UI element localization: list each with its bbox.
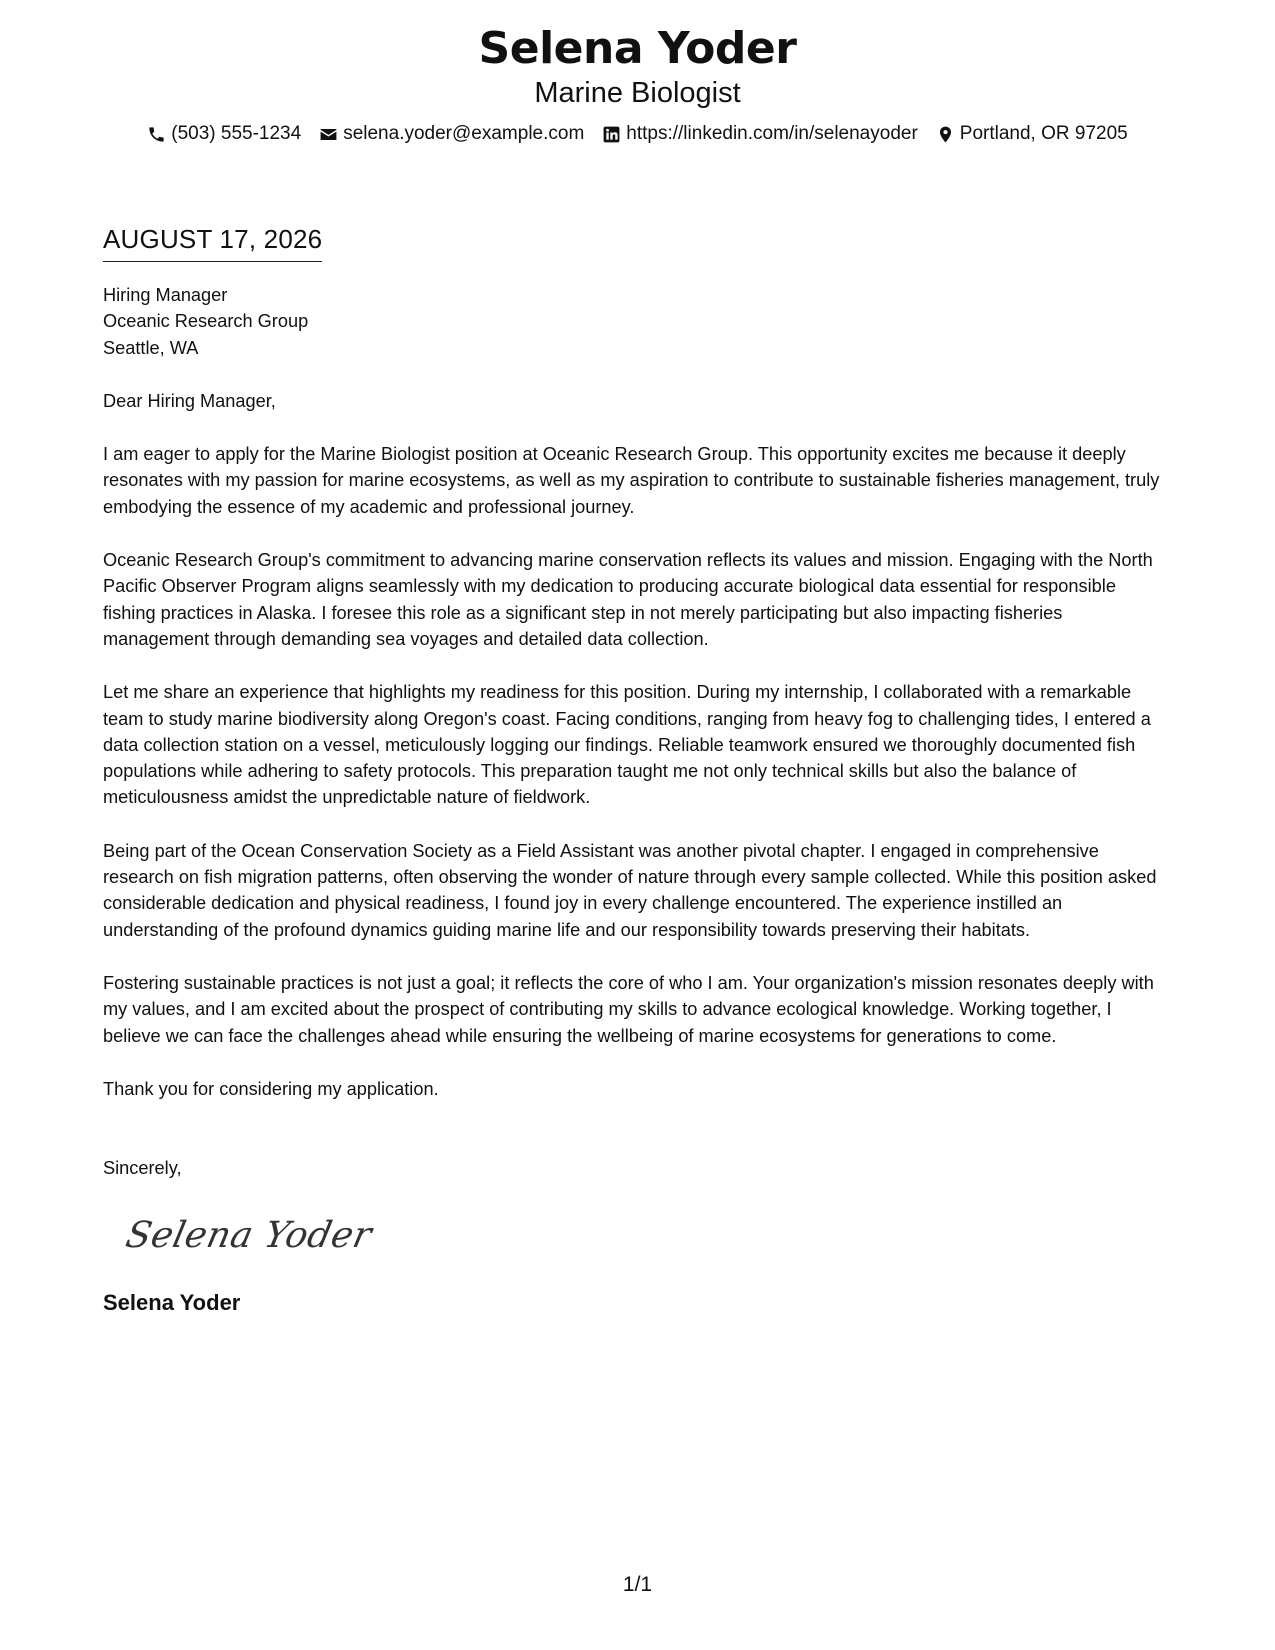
contact-location-text: Portland, OR 97205 [959,123,1128,144]
applicant-title: Marine Biologist [534,77,741,109]
contact-phone [147,121,301,147]
envelope-icon [319,125,338,144]
body-paragraph: Thank you for considering my application. [103,1078,439,1099]
closing: Sincerely, [103,1158,182,1179]
signature-text: Selena Yoder [122,1213,376,1257]
body-paragraph: Being part of the Ocean Conservation Society as a Field Assistant was another pivotal chapter. I engaged in comprehensive research on fish migration patterns, often observing the wonder of nature through every sample collected. While this position asked considerable dedication and physical readiness, I found joy in every challenge encountered. The experience instilled an understanding of the profound dynamics guiding marine life and our responsibility towards preserving their habitats. [103,840,1157,940]
body-paragraph: Fostering sustainable practices is not just a goal; it reflects the core of who I am. Your organization's mission resonates deeply with my values, and I am excited about the prospect of contributing my skills to advance ecological knowledge. Working together, I believe we can face the challenges ahead while ensuring the wellbeing of marine ecosystems for generations to come. [103,972,1154,1046]
page-number: 1/1 [622,1573,653,1596]
letter-body [103,222,1173,1317]
contact-email-text: selena.yoder@example.com [343,123,585,144]
letter-date: AUGUST 17, 2026 [103,222,322,262]
body-paragraph: I am eager to apply for the Marine Biologist position at Oceanic Research Group. This opportunity excites me because it deeply resonates with my passion for marine ecosystems, as well as my aspiration to contribute to sustainable fisheries management, truly embodying the essence of my academic and professional journey. [103,444,1160,517]
contact-linkedin[interactable] [602,121,918,147]
body-paragraph: Let me share an experience that highlights my readiness for this position. During my internship, I collaborated with a remarkable team to study marine biodiversity along Oregon's coast. Facing conditions, ranging from heavy fog to challenging tides, I entered a data collection station on a vessel, meticulously logging our findings. Reliable teamwork ensured we thoroughly documented fish populations while adhering to safety protocols. This preparation taught me not only technical skills but also the balance of meticulousness amidst the unpredictable nature of fieldwork. [103,682,1151,808]
contact-linkedin-text: https://linkedin.com/in/selenayoder [626,123,918,144]
handwritten-signature [122,1205,376,1265]
applicant-name: Selena Yoder [478,23,797,74]
signer-name: Selena Yoder [103,1290,241,1316]
map-pin-icon [936,125,955,144]
linkedin-icon [602,125,621,144]
contact-location [936,121,1128,147]
contact-email[interactable] [319,121,584,147]
contact-phone-text: (503) 555-1234 [171,123,302,144]
recipient-line: Seattle, WA [103,337,199,358]
phone-icon [147,125,166,144]
contact-info [0,121,1275,147]
recipient-block [103,282,1173,361]
letter-header [0,22,1275,147]
recipient-line: Oceanic Research Group [103,311,309,332]
recipient-line: Hiring Manager [103,285,228,305]
salutation: Dear Hiring Manager, [103,390,276,411]
body-paragraph: Oceanic Research Group's commitment to advancing marine conservation reflects its values and mission. Engaging with the North Pacific Observer Program aligns seamlessly with my dedication to producing accurate biological data essential for responsible fishing practices in Alaska. I foresee this role as a significant step in not merely participating but also impacting fisheries management through demanding sea voyages and detailed data collection. [103,550,1153,649]
